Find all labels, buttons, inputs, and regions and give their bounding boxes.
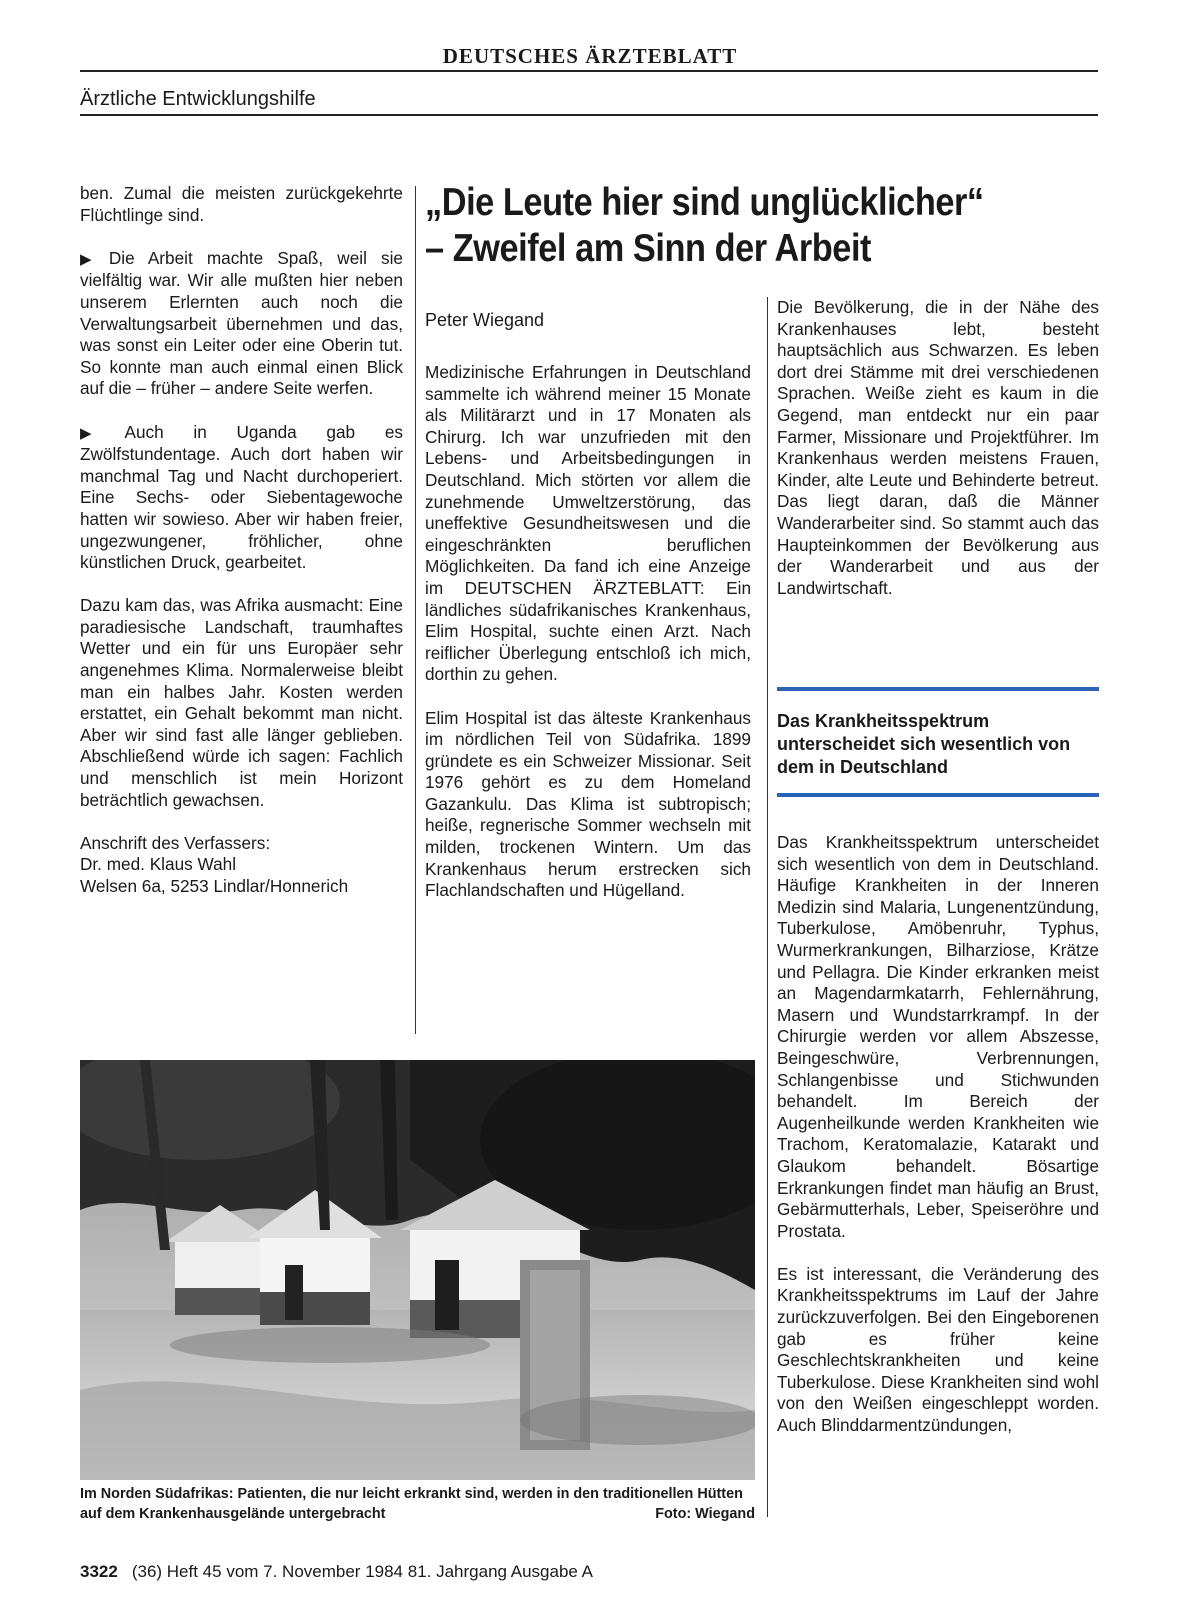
col1-paragraph-2 [80,248,403,400]
arrow-icon: ▶ [80,250,101,268]
photo-huts [80,1060,755,1480]
address-street: Welsen 6a, 5253 Lindlar/Honnerich [80,876,349,896]
col1-paragraph-1: ben. Zumal die meisten zurückgekehrte Flüchtlinge sind. [80,183,403,225]
photo-image [80,1060,755,1480]
article-author: Peter Wiegand [425,310,545,330]
col1-paragraph-3-text: Auch in Uganda gab es Zwölfstundentage. Auch dort haben wir manchmal Tag und Nacht durchoperiert. Eine Sechs- oder Siebentagewoche hatten wir sowieso. Aber wir haben freier, ungezwungener, fröhlicher, ohne künstlichen Druck, gearbeitet. [80,421,403,573]
col1-paragraph-2-text: Die Arbeit machte Spaß, weil sie vielfältig war. Wir alle mußten hier neben unserem Erlernten auch noch die Verwaltungsarbeit übernehmen und das, was sonst ein Leiter oder eine Oberin tut. So konnte man auch einmal einen Blick auf die – früher – andere Seite werfen. [80,247,403,399]
article-headline [425,180,1032,272]
section-title: Ärztliche Entwicklungshilfe [80,88,316,110]
address-label: Anschrift des Verfassers: [80,832,271,853]
header-rule-bottom [80,114,1098,116]
col2-paragraph-2: Elim Hospital ist das älteste Krankenhaus im nördlichen Teil von Südafrika. 1899 gründete es ein Schweizer Missionar. Seit 1976 gehört es zu dem Homeland Gazankulu. Das Klima ist subtropisch; heiße, regnerische Sommer wechseln mit milden, trockenen Wintern. Um das Krankenhaus herum erstrecken sich Flachlandschaften und Hügelland. [425,707,751,901]
page-footer [80,1562,593,1582]
caption-text: Im Norden Südafrikas: Patienten, die nur leicht erkrankt sind, werden in den traditionellen Hütten auf dem Krankenhausgelände untergebracht [80,1486,743,1522]
photo-caption [80,1484,755,1524]
column-divider-1 [415,186,416,1034]
issue-info: (36) Heft 45 vom 7. November 1984 81. Jahrgang Ausgabe A [131,1562,594,1581]
column-3-continued [777,832,1099,1458]
col1-paragraph-3 [80,422,403,574]
photo-credit: Foto: Wiegand [655,1506,755,1522]
column-divider-2 [767,297,768,1517]
header-rule-top [80,70,1098,72]
arrow-icon: ▶ [80,424,117,442]
masthead: DEUTSCHES ÄRZTEBLATT [442,44,738,68]
col3-paragraph-1: Die Bevölkerung, die in der Nähe des Krankenhauses lebt, besteht hauptsächlich aus Schwarzen. Es leben dort drei Stämme mit drei verschiedenen Sprachen. Weiße zieht es kaum in die Gegend, man entdeckt nur ein paar Farmer, Missionare und Projektführer. Im Krankenhaus werden meistens Frauen, Kinder, alte Leute und Behinderte betreut. Das liegt daran, daß die Männer Wanderarbeiter sind. So stammt auch das Haupteinkommen der Bevölkerung aus der Wanderarbeit und aus der Landwirtschaft. [777,297,1099,598]
column-2 [425,362,751,923]
author-address [80,833,403,898]
subhead-rule-top [777,687,1099,691]
col3-paragraph-3: Es ist interessant, die Veränderung des Krankheitsspektrums im Lauf der Jahre zurückzuverfolgen. Bei den Eingeborenen gab es früher keine Geschlechtskrankheiten und keine Tuberkulose. Diese Krankheiten sind wohl von den Weißen eingeschleppt worden. Auch Blinddarmentzündungen, [777,1263,1099,1436]
col2-paragraph-1: Medizinische Erfahrungen in Deutschland sammelte ich während meiner 15 Monate als Militärarzt und in 17 Monaten als Chirurg. Ich war unzufrieden mit den Lebens- und Arbeitsbedingungen in Deutschland. Mich störten vor allem die zunehmende Umweltzerstörung, das uneffektive Gesundheitswesen und die eingeschränkten beruflichen Möglichkeiten. Da fand ich eine Anzeige im DEUTSCHEN ÄRZTEBLATT: Ein ländliches südafrikanisches Krankenhaus, Elim Hospital, suchte einen Arzt. Nach reiflicher Überlegung entschloß ich mich, dorthin zu gehen. [425,362,751,685]
col3-paragraph-2: Das Krankheitsspektrum unterscheidet sich wesentlich von dem in Deutschland. Häufige Krankheiten in der Inneren Medizin sind Malaria, Lungenentzündung, Tuberkulose, Amöbenruhr, Typhus, Wurmerkrankungen, Bilharziose, Krätze und Pellagra. Die Kinder erkranken meist an Magendarmkatarrh, Fehlernährung, Masern und Wundstarrkrampf. In der Chirurgie werden vor allem Abszesse, Beingeschwüre, Verbrennungen, Schlangenbisse und Stichwunden behandelt. Im Bereich der Augenheilkunde werden Krankheiten wie Trachom, Keratomalazie, Katarakt und Glaukom behandelt. Bösartige Erkrankungen findet man häufig an Brust, Gebärmutterhals, Leber, Speiseröhre und Prostata. [777,832,1099,1241]
headline-line-2: – Zweifel am Sinn der Arbeit [425,227,872,270]
page-number: 3322 [80,1562,118,1581]
col1-paragraph-4: Dazu kam das, was Afrika ausmacht: Eine paradiesische Landschaft, traumhaftes Wetter und ein für uns Europäer sehr angenehmes Klima. Normalerweise bleibt man ein halbes Jahr. Kosten werden erstattet, ein Gehalt bekommt man nicht. Aber wir sind fast alle länger geblieben. Abschließend würde ich sagen: Fachlich und menschlich ist mein Horizont beträchtlich gewachsen. [80,595,403,810]
column-3 [777,297,1099,621]
column-1 [80,183,403,898]
address-name: Dr. med. Klaus Wahl [80,854,237,875]
headline-line-1: „Die Leute hier sind unglücklicher“ [425,181,984,224]
article-subhead: Das Krankheitsspektrum unterscheidet sich wesentlich von dem in Deutschland [777,711,1071,777]
subhead-rule-bottom [777,793,1099,797]
